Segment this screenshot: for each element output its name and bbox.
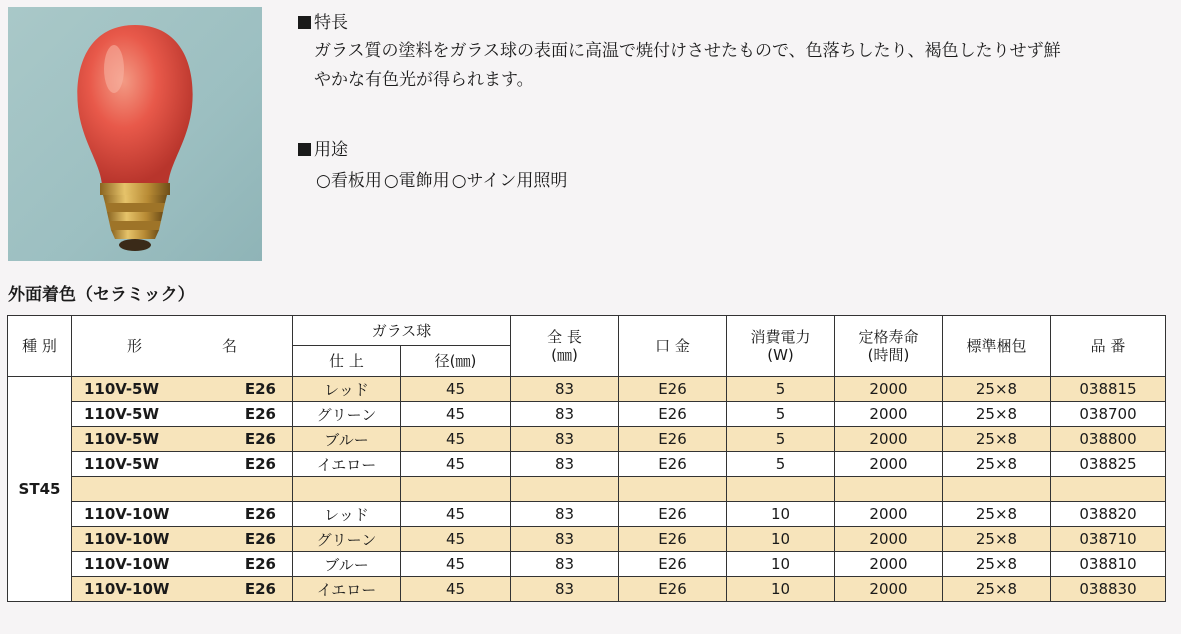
- packing-cell: 25×8: [943, 527, 1051, 552]
- length-cell: 83: [511, 377, 619, 402]
- usage-item-signboard: ○看板用: [316, 171, 382, 191]
- finish-cell: ブルー: [293, 427, 401, 452]
- life-cell: 2000: [835, 552, 943, 577]
- cap-label: E26: [244, 530, 276, 548]
- length-cell: 83: [511, 527, 619, 552]
- features-text: [314, 37, 1061, 95]
- model-cell: [72, 427, 293, 452]
- kind-cell: ST45: [8, 377, 72, 602]
- header-glass: ガラス球: [293, 316, 511, 346]
- model-label: 110V-5W: [84, 455, 160, 473]
- packing-cell: 25×8: [943, 377, 1051, 402]
- packing-cell: 25×8: [943, 552, 1051, 577]
- finish-cell: グリーン: [293, 527, 401, 552]
- base-cell: E26: [619, 377, 727, 402]
- diameter-cell: 45: [401, 527, 511, 552]
- base-cell: E26: [619, 577, 727, 602]
- packing-cell: 25×8: [943, 402, 1051, 427]
- header-diameter: 径(㎜): [401, 346, 511, 377]
- header-shape-name: [72, 316, 293, 377]
- finish-cell: グリーン: [293, 402, 401, 427]
- header-name: 名: [222, 337, 238, 355]
- part-no-cell: 038710: [1051, 527, 1166, 552]
- part-no-cell: 038830: [1051, 577, 1166, 602]
- diameter-cell: [401, 477, 511, 502]
- diameter-cell: 45: [401, 452, 511, 477]
- length-cell: 83: [511, 452, 619, 477]
- power-cell: 10: [727, 577, 835, 602]
- packing-cell: 25×8: [943, 452, 1051, 477]
- usage-item-sign-lighting: ○サイン用照明: [451, 171, 568, 191]
- life-cell: 2000: [835, 402, 943, 427]
- header-kind: 種 別: [8, 316, 72, 377]
- finish-cell: イエロー: [293, 577, 401, 602]
- base-cell: E26: [619, 527, 727, 552]
- cap-label: E26: [244, 555, 276, 573]
- power-cell: 5: [727, 377, 835, 402]
- life-cell: 2000: [835, 377, 943, 402]
- life-cell: 2000: [835, 452, 943, 477]
- packing-cell: 25×8: [943, 427, 1051, 452]
- length-cell: 83: [511, 552, 619, 577]
- table-row: [8, 427, 1166, 452]
- header-packing: 標準梱包: [943, 316, 1051, 377]
- features-line-1: ガラス質の塗料をガラス球の表面に高温で焼付けさせたもので、色落ちしたり、褐色したりせず鮮: [314, 41, 1061, 61]
- usage-list: [316, 166, 569, 191]
- base-cell: [619, 477, 727, 502]
- finish-cell: ブルー: [293, 552, 401, 577]
- base-cell: E26: [619, 502, 727, 527]
- model-cell: [72, 402, 293, 427]
- spec-table: [7, 315, 1166, 602]
- power-cell: [727, 477, 835, 502]
- diameter-cell: 45: [401, 577, 511, 602]
- model-cell: [72, 527, 293, 552]
- diameter-cell: 45: [401, 502, 511, 527]
- table-row: [8, 452, 1166, 477]
- life-cell: 2000: [835, 527, 943, 552]
- header-shape: 形: [126, 337, 142, 355]
- power-cell: 10: [727, 502, 835, 527]
- model-cell: [72, 552, 293, 577]
- life-cell: 2000: [835, 427, 943, 452]
- finish-cell: イエロー: [293, 452, 401, 477]
- header-part-no: 品 番: [1051, 316, 1166, 377]
- features-heading: 特長: [298, 8, 348, 33]
- table-row: [8, 502, 1166, 527]
- cap-label: E26: [244, 455, 276, 473]
- part-no-cell: 038820: [1051, 502, 1166, 527]
- life-cell: 2000: [835, 502, 943, 527]
- table-row: [8, 377, 1166, 402]
- header-length: 全 長 (㎜): [511, 316, 619, 377]
- model-label: 110V-5W: [84, 380, 160, 398]
- model-cell: [72, 502, 293, 527]
- life-cell: 2000: [835, 577, 943, 602]
- part-no-cell: 038700: [1051, 402, 1166, 427]
- base-cell: E26: [619, 452, 727, 477]
- model-label: 110V-10W: [84, 580, 170, 598]
- power-cell: 5: [727, 452, 835, 477]
- header-finish: 仕 上: [293, 346, 401, 377]
- packing-cell: 25×8: [943, 577, 1051, 602]
- model-cell: [72, 577, 293, 602]
- cap-label: E26: [244, 380, 276, 398]
- power-cell: 5: [727, 427, 835, 452]
- life-cell: [835, 477, 943, 502]
- packing-cell: [943, 477, 1051, 502]
- table-row: [8, 477, 1166, 502]
- square-bullet-icon: [298, 16, 311, 29]
- table-row: [8, 577, 1166, 602]
- length-cell: [511, 477, 619, 502]
- header-power: 消費電力 (W): [727, 316, 835, 377]
- power-cell: 10: [727, 552, 835, 577]
- model-label: 110V-10W: [84, 530, 170, 548]
- header-base: 口 金: [619, 316, 727, 377]
- finish-cell: レッド: [293, 377, 401, 402]
- model-label: 110V-5W: [84, 405, 160, 423]
- length-cell: 83: [511, 502, 619, 527]
- diameter-cell: 45: [401, 402, 511, 427]
- finish-cell: レッド: [293, 502, 401, 527]
- packing-cell: 25×8: [943, 502, 1051, 527]
- diameter-cell: 45: [401, 552, 511, 577]
- product-photo: [8, 7, 262, 261]
- part-no-cell: 038825: [1051, 452, 1166, 477]
- diameter-cell: 45: [401, 377, 511, 402]
- model-label: 110V-5W: [84, 430, 160, 448]
- finish-cell: [293, 477, 401, 502]
- usage-item-illumination: ○電飾用: [383, 171, 450, 191]
- model-cell: [72, 477, 293, 502]
- table-row: [8, 527, 1166, 552]
- table-row: [8, 552, 1166, 577]
- section-title: 外面着色（セラミック）: [8, 285, 195, 305]
- base-cell: E26: [619, 427, 727, 452]
- base-cell: E26: [619, 552, 727, 577]
- cap-label: E26: [244, 505, 276, 523]
- base-cell: E26: [619, 402, 727, 427]
- diameter-cell: 45: [401, 427, 511, 452]
- table-row: [8, 402, 1166, 427]
- square-bullet-icon: [298, 143, 311, 156]
- model-label: 110V-10W: [84, 555, 170, 573]
- length-cell: 83: [511, 402, 619, 427]
- header-life: 定格寿命 (時間): [835, 316, 943, 377]
- length-cell: 83: [511, 427, 619, 452]
- model-label: 110V-10W: [84, 505, 170, 523]
- part-no-cell: 038810: [1051, 552, 1166, 577]
- cap-label: E26: [244, 580, 276, 598]
- power-cell: 10: [727, 527, 835, 552]
- cap-label: E26: [244, 430, 276, 448]
- usage-heading: 用途: [298, 135, 348, 160]
- cap-label: E26: [244, 405, 276, 423]
- length-cell: 83: [511, 577, 619, 602]
- part-no-cell: 038815: [1051, 377, 1166, 402]
- part-no-cell: [1051, 477, 1166, 502]
- model-cell: [72, 452, 293, 477]
- model-cell: [72, 377, 293, 402]
- part-no-cell: 038800: [1051, 427, 1166, 452]
- features-line-2: やかな有色光が得られます。: [314, 70, 534, 90]
- bulb-image: [8, 7, 262, 261]
- power-cell: 5: [727, 402, 835, 427]
